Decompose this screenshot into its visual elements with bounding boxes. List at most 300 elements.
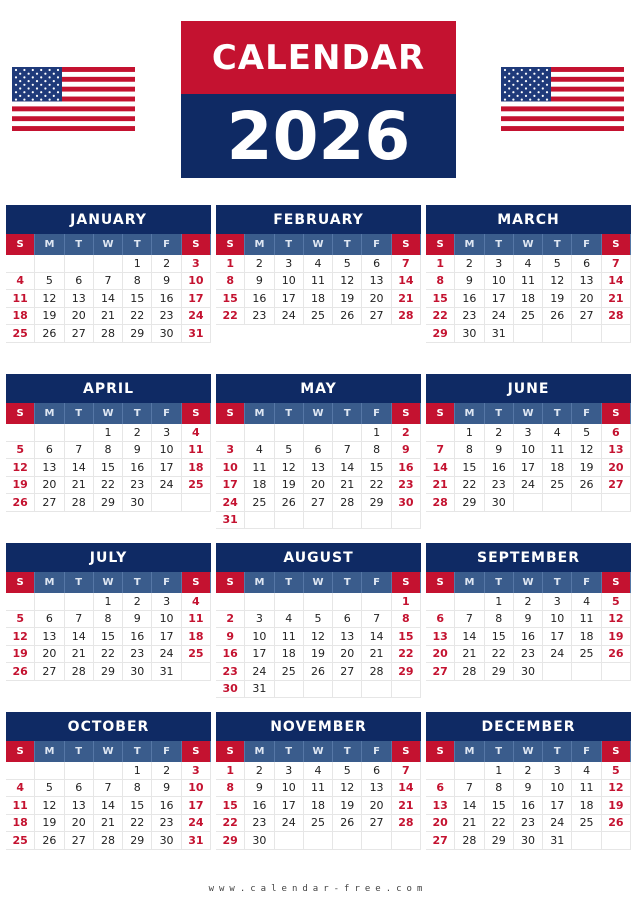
empty-cell — [426, 762, 455, 780]
weekday-header: S — [392, 741, 421, 762]
empty-cell — [275, 681, 304, 699]
day-cell: 8 — [455, 442, 484, 460]
weekday-header: S — [426, 572, 455, 593]
day-cell: 19 — [543, 290, 572, 308]
day-cell: 10 — [182, 780, 211, 798]
weekday-header: M — [455, 234, 484, 255]
day-cell: 17 — [152, 459, 181, 477]
weekday-header: M — [35, 403, 64, 424]
day-cell: 4 — [275, 611, 304, 629]
weekday-header: W — [304, 234, 333, 255]
day-cell: 27 — [304, 494, 333, 512]
empty-cell — [152, 494, 181, 512]
empty-cell — [362, 512, 391, 530]
day-cell: 10 — [182, 273, 211, 291]
day-cell: 13 — [35, 628, 64, 646]
day-cell: 11 — [572, 611, 601, 629]
day-cell: 17 — [182, 797, 211, 815]
day-cell: 13 — [572, 273, 601, 291]
day-cell: 5 — [543, 255, 572, 273]
day-cell: 10 — [275, 780, 304, 798]
day-cell: 12 — [35, 290, 64, 308]
day-cell: 14 — [94, 290, 123, 308]
day-cell: 9 — [245, 273, 274, 291]
month-title: FEBRUARY — [216, 205, 421, 234]
day-cell: 14 — [333, 459, 362, 477]
day-cell: 21 — [455, 815, 484, 833]
day-cell: 28 — [602, 308, 631, 326]
day-cell: 26 — [333, 815, 362, 833]
day-cell: 15 — [426, 290, 455, 308]
weekday-header: S — [602, 741, 631, 762]
empty-cell — [392, 681, 421, 699]
day-cell: 1 — [362, 424, 391, 442]
day-cell: 22 — [216, 308, 245, 326]
day-cell: 18 — [304, 797, 333, 815]
empty-cell — [602, 325, 631, 343]
month-september — [426, 543, 631, 681]
day-cell: 25 — [543, 477, 572, 495]
day-cell: 14 — [392, 273, 421, 291]
day-cell: 8 — [94, 611, 123, 629]
day-cell: 29 — [392, 663, 421, 681]
day-cell: 14 — [602, 273, 631, 291]
weekday-header: F — [572, 234, 601, 255]
day-cell: 9 — [216, 628, 245, 646]
day-cell: 13 — [426, 628, 455, 646]
day-cell: 21 — [392, 290, 421, 308]
day-cell: 15 — [362, 459, 391, 477]
weekday-header: T — [65, 572, 94, 593]
day-cell: 21 — [65, 477, 94, 495]
day-cell: 8 — [123, 273, 152, 291]
day-cell: 25 — [514, 308, 543, 326]
day-cell: 21 — [455, 646, 484, 664]
day-cell: 25 — [6, 325, 35, 343]
empty-cell — [392, 512, 421, 530]
day-cell: 6 — [572, 255, 601, 273]
day-cell: 30 — [216, 681, 245, 699]
day-cell: 1 — [123, 255, 152, 273]
day-cell: 18 — [304, 290, 333, 308]
day-cell: 7 — [362, 611, 391, 629]
day-cell: 23 — [245, 308, 274, 326]
day-cell: 15 — [216, 290, 245, 308]
day-cell: 19 — [602, 628, 631, 646]
weekday-header: W — [94, 741, 123, 762]
day-cell: 5 — [275, 442, 304, 460]
day-cell: 20 — [426, 815, 455, 833]
day-cell: 3 — [182, 762, 211, 780]
day-cell: 13 — [304, 459, 333, 477]
day-cell: 30 — [485, 494, 514, 512]
weekday-header: S — [602, 234, 631, 255]
day-cell: 11 — [6, 290, 35, 308]
day-cell: 27 — [362, 308, 391, 326]
day-cell: 1 — [94, 424, 123, 442]
day-cell: 5 — [333, 255, 362, 273]
month-title: JANUARY — [6, 205, 211, 234]
day-cell: 12 — [602, 611, 631, 629]
day-cell: 5 — [602, 593, 631, 611]
day-cell: 23 — [455, 308, 484, 326]
day-cell: 21 — [392, 797, 421, 815]
day-cell: 12 — [543, 273, 572, 291]
month-title: SEPTEMBER — [426, 543, 631, 572]
day-cell: 6 — [65, 273, 94, 291]
day-cell: 19 — [275, 477, 304, 495]
month-title: OCTOBER — [6, 712, 211, 741]
day-grid — [216, 234, 421, 325]
day-grid — [216, 741, 421, 850]
month-april — [6, 374, 211, 512]
day-cell: 25 — [572, 646, 601, 664]
weekday-header: T — [275, 403, 304, 424]
empty-cell — [35, 424, 64, 442]
empty-cell — [182, 663, 211, 681]
day-cell: 3 — [543, 762, 572, 780]
weekday-header: S — [6, 572, 35, 593]
day-cell: 31 — [543, 832, 572, 850]
empty-cell — [94, 255, 123, 273]
weekday-header: T — [275, 572, 304, 593]
day-cell: 9 — [152, 273, 181, 291]
weekday-header: F — [572, 741, 601, 762]
weekday-header: T — [485, 741, 514, 762]
weekday-header: M — [455, 403, 484, 424]
day-cell: 16 — [514, 628, 543, 646]
day-cell: 4 — [514, 255, 543, 273]
day-cell: 31 — [216, 512, 245, 530]
day-cell: 13 — [35, 459, 64, 477]
empty-cell — [35, 593, 64, 611]
day-cell: 26 — [602, 646, 631, 664]
day-cell: 31 — [245, 681, 274, 699]
day-cell: 30 — [245, 832, 274, 850]
weekday-header: S — [216, 403, 245, 424]
empty-cell — [216, 593, 245, 611]
day-cell: 16 — [152, 797, 181, 815]
day-cell: 4 — [304, 255, 333, 273]
day-cell: 9 — [392, 442, 421, 460]
empty-cell — [304, 681, 333, 699]
day-cell: 28 — [94, 325, 123, 343]
empty-cell — [602, 494, 631, 512]
empty-cell — [426, 593, 455, 611]
day-grid — [216, 403, 421, 529]
day-cell: 9 — [514, 780, 543, 798]
day-cell: 27 — [572, 308, 601, 326]
empty-cell — [455, 593, 484, 611]
weekday-header: T — [333, 234, 362, 255]
day-cell: 29 — [123, 325, 152, 343]
day-cell: 20 — [65, 815, 94, 833]
day-cell: 24 — [275, 308, 304, 326]
day-cell: 23 — [392, 477, 421, 495]
day-cell: 29 — [123, 832, 152, 850]
weekday-header: S — [392, 403, 421, 424]
day-cell: 20 — [35, 646, 64, 664]
day-cell: 26 — [572, 477, 601, 495]
day-cell: 30 — [455, 325, 484, 343]
day-cell: 28 — [455, 663, 484, 681]
day-cell: 16 — [152, 290, 181, 308]
weekday-header: F — [572, 572, 601, 593]
day-cell: 12 — [275, 459, 304, 477]
weekday-header: M — [455, 741, 484, 762]
day-cell: 26 — [275, 494, 304, 512]
day-cell: 12 — [333, 273, 362, 291]
weekday-header: T — [333, 403, 362, 424]
day-grid — [426, 741, 631, 850]
day-cell: 6 — [65, 780, 94, 798]
day-cell: 8 — [392, 611, 421, 629]
day-cell: 18 — [6, 815, 35, 833]
weekday-header: T — [123, 572, 152, 593]
day-cell: 24 — [216, 494, 245, 512]
month-march — [426, 205, 631, 343]
day-cell: 4 — [572, 593, 601, 611]
day-cell: 4 — [182, 424, 211, 442]
day-cell: 7 — [333, 442, 362, 460]
day-cell: 28 — [65, 494, 94, 512]
day-cell: 1 — [123, 762, 152, 780]
day-cell: 11 — [514, 273, 543, 291]
weekday-header: S — [6, 403, 35, 424]
day-cell: 6 — [333, 611, 362, 629]
day-cell: 4 — [6, 780, 35, 798]
day-cell: 5 — [304, 611, 333, 629]
day-cell: 5 — [6, 442, 35, 460]
day-cell: 29 — [94, 494, 123, 512]
day-cell: 14 — [455, 628, 484, 646]
empty-cell — [304, 832, 333, 850]
day-cell: 13 — [602, 442, 631, 460]
weekday-header: T — [65, 403, 94, 424]
day-cell: 9 — [455, 273, 484, 291]
day-cell: 19 — [35, 815, 64, 833]
weekday-header: M — [35, 741, 64, 762]
day-cell: 19 — [572, 459, 601, 477]
day-grid — [426, 572, 631, 681]
day-cell: 30 — [152, 832, 181, 850]
month-title: MAY — [216, 374, 421, 403]
empty-cell — [65, 762, 94, 780]
day-cell: 9 — [514, 611, 543, 629]
day-cell: 28 — [94, 832, 123, 850]
empty-cell — [543, 325, 572, 343]
day-cell: 3 — [245, 611, 274, 629]
day-cell: 1 — [485, 762, 514, 780]
day-cell: 26 — [333, 308, 362, 326]
day-cell: 2 — [216, 611, 245, 629]
weekday-header: S — [602, 572, 631, 593]
weekday-header: M — [245, 234, 274, 255]
day-cell: 10 — [245, 628, 274, 646]
empty-cell — [6, 593, 35, 611]
month-july — [6, 543, 211, 681]
empty-cell — [275, 832, 304, 850]
day-cell: 28 — [392, 815, 421, 833]
empty-cell — [6, 762, 35, 780]
month-title: AUGUST — [216, 543, 421, 572]
day-cell: 17 — [485, 290, 514, 308]
day-cell: 8 — [362, 442, 391, 460]
empty-cell — [543, 494, 572, 512]
day-cell: 2 — [152, 255, 181, 273]
day-cell: 2 — [123, 593, 152, 611]
day-cell: 6 — [426, 780, 455, 798]
day-cell: 6 — [426, 611, 455, 629]
weekday-header: T — [333, 572, 362, 593]
day-cell: 9 — [485, 442, 514, 460]
day-cell: 2 — [245, 255, 274, 273]
empty-cell — [333, 424, 362, 442]
day-cell: 15 — [485, 628, 514, 646]
day-cell: 8 — [94, 442, 123, 460]
day-cell: 22 — [94, 477, 123, 495]
day-cell: 16 — [123, 459, 152, 477]
day-cell: 29 — [426, 325, 455, 343]
day-cell: 10 — [514, 442, 543, 460]
day-cell: 21 — [333, 477, 362, 495]
empty-cell — [392, 832, 421, 850]
day-cell: 24 — [543, 646, 572, 664]
day-cell: 27 — [333, 663, 362, 681]
day-cell: 28 — [65, 663, 94, 681]
day-cell: 17 — [182, 290, 211, 308]
weekday-header: S — [392, 572, 421, 593]
day-grid — [216, 572, 421, 698]
empty-cell — [35, 255, 64, 273]
day-cell: 11 — [304, 273, 333, 291]
day-cell: 14 — [94, 797, 123, 815]
day-cell: 9 — [123, 611, 152, 629]
empty-cell — [304, 593, 333, 611]
day-cell: 25 — [245, 494, 274, 512]
month-title: JULY — [6, 543, 211, 572]
empty-cell — [333, 593, 362, 611]
day-cell: 7 — [392, 762, 421, 780]
day-cell: 27 — [35, 494, 64, 512]
day-cell: 22 — [485, 815, 514, 833]
weekday-header: F — [152, 234, 181, 255]
day-cell: 27 — [65, 832, 94, 850]
day-cell: 3 — [152, 424, 181, 442]
day-cell: 3 — [275, 762, 304, 780]
day-cell: 24 — [245, 663, 274, 681]
day-cell: 24 — [152, 477, 181, 495]
weekday-header: S — [216, 234, 245, 255]
day-cell: 13 — [65, 290, 94, 308]
footer-url: www.calendar-free.com — [208, 884, 428, 894]
weekday-header: S — [602, 403, 631, 424]
day-grid — [6, 741, 211, 850]
weekday-header: F — [572, 403, 601, 424]
day-cell: 24 — [152, 646, 181, 664]
day-cell: 23 — [123, 477, 152, 495]
day-cell: 23 — [514, 646, 543, 664]
day-cell: 20 — [572, 290, 601, 308]
day-cell: 7 — [455, 611, 484, 629]
day-cell: 27 — [426, 832, 455, 850]
day-cell: 22 — [485, 646, 514, 664]
weekday-header: T — [123, 234, 152, 255]
empty-cell — [333, 681, 362, 699]
day-cell: 9 — [152, 780, 181, 798]
weekday-header: S — [182, 403, 211, 424]
day-cell: 14 — [455, 797, 484, 815]
day-cell: 22 — [455, 477, 484, 495]
month-title: DECEMBER — [426, 712, 631, 741]
day-cell: 10 — [543, 780, 572, 798]
weekday-header: W — [514, 572, 543, 593]
day-cell: 29 — [485, 832, 514, 850]
day-cell: 3 — [182, 255, 211, 273]
weekday-header: W — [514, 741, 543, 762]
day-cell: 19 — [333, 797, 362, 815]
empty-cell — [6, 424, 35, 442]
empty-cell — [455, 762, 484, 780]
day-cell: 16 — [392, 459, 421, 477]
year-title: 2026 — [181, 94, 456, 178]
day-cell: 4 — [245, 442, 274, 460]
day-cell: 21 — [602, 290, 631, 308]
day-cell: 30 — [123, 494, 152, 512]
day-cell: 18 — [245, 477, 274, 495]
day-cell: 13 — [426, 797, 455, 815]
empty-cell — [65, 255, 94, 273]
empty-cell — [65, 593, 94, 611]
weekday-header: T — [275, 741, 304, 762]
day-cell: 11 — [304, 780, 333, 798]
empty-cell — [362, 593, 391, 611]
empty-cell — [182, 494, 211, 512]
weekday-header: M — [455, 572, 484, 593]
weekday-header: T — [123, 741, 152, 762]
day-cell: 16 — [123, 628, 152, 646]
day-cell: 23 — [123, 646, 152, 664]
day-cell: 2 — [123, 424, 152, 442]
day-cell: 7 — [602, 255, 631, 273]
day-cell: 8 — [123, 780, 152, 798]
day-cell: 5 — [35, 273, 64, 291]
day-cell: 30 — [123, 663, 152, 681]
day-cell: 16 — [485, 459, 514, 477]
day-cell: 3 — [543, 593, 572, 611]
day-cell: 25 — [304, 308, 333, 326]
us-flag-icon — [12, 67, 135, 131]
day-cell: 14 — [65, 459, 94, 477]
weekday-header: T — [543, 403, 572, 424]
day-cell: 1 — [216, 762, 245, 780]
empty-cell — [426, 424, 455, 442]
day-cell: 11 — [572, 780, 601, 798]
empty-cell — [514, 494, 543, 512]
day-cell: 23 — [152, 815, 181, 833]
weekday-header: S — [182, 572, 211, 593]
day-cell: 15 — [94, 459, 123, 477]
day-cell: 4 — [182, 593, 211, 611]
weekday-header: S — [426, 234, 455, 255]
day-cell: 24 — [543, 815, 572, 833]
day-cell: 26 — [35, 325, 64, 343]
weekday-header: S — [6, 234, 35, 255]
weekday-header: F — [152, 403, 181, 424]
day-cell: 5 — [333, 762, 362, 780]
empty-cell — [275, 512, 304, 530]
day-grid — [6, 572, 211, 681]
